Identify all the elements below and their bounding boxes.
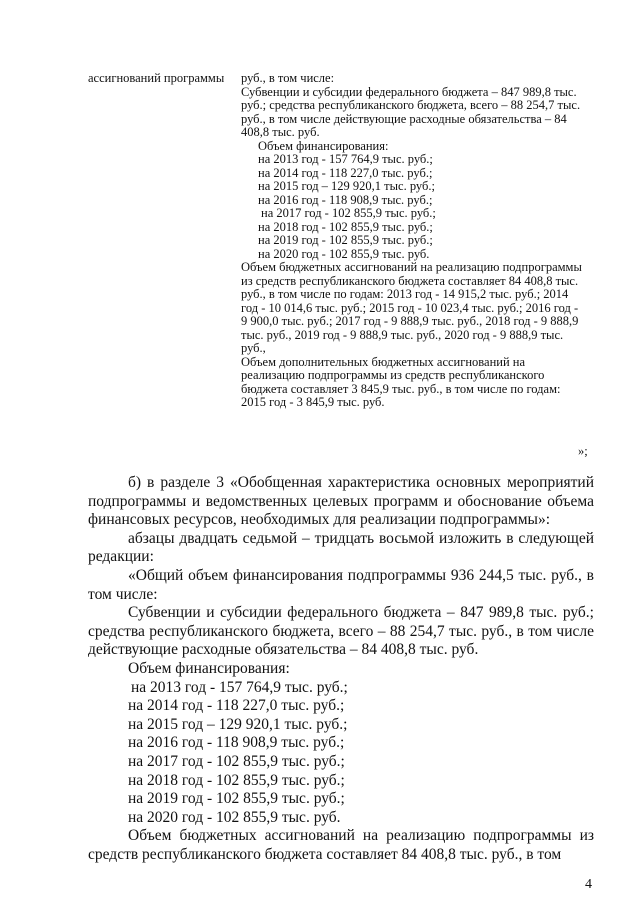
text-line: руб.; средства республиканского бюджета, всего – 88 254,7 тыс. [241, 98, 581, 112]
text-line: Объем дополнительных бюджетных ассигнований на [241, 354, 526, 369]
year-line-2017: на 2017 год - 102 855,9 тыс. руб.; [128, 752, 345, 770]
text-line: руб., в том числе по годам: 2013 год - 14 915,2 тыс. руб.; 2014 [241, 287, 569, 301]
paragraph-section-3: б) в разделе 3 «Обобщенная характеристика основных мероприятий подпрограммы и ведомственных целевых программ и обоснование объема финансовых ресурсов, необходимых для реализации подпрограммы»: [88, 474, 594, 529]
page-number: 4 [585, 877, 592, 892]
paragraph-subsidies: Субвенции и субсидии федерального бюджета – 847 989,8 тыс. руб.; средства республиканского бюджета, всего – 88 254,7 тыс. руб., в том числе действующие расходные обязательства – 84 408,8 тыс. руб. [88, 604, 594, 659]
text-line: 408,8 тыс. руб. [241, 125, 320, 139]
financing-heading: Объем финансирования: [258, 138, 389, 153]
financing-heading: Объем финансирования: [128, 659, 290, 677]
year-line-2019: на 2019 год - 102 855,9 тыс. руб.; [128, 790, 345, 808]
paragraph-total-financing: «Общий объем финансирования подпрограммы 936 244,5 тыс. руб., в том числе: [88, 566, 594, 603]
text-line: Субвенции и субсидии федерального бюджета – 847 989,8 тыс. [241, 84, 577, 99]
text-line: Объем бюджетных ассигнований на реализацию подпрограммы [241, 260, 582, 274]
year-line-2015: на 2015 год – 129 920,1 тыс. руб.; [128, 715, 348, 733]
year-line-2016: на 2016 год - 118 908,9 тыс. руб.; [258, 192, 433, 207]
text-line: бюджета составляет 3 845,9 тыс. руб., в том числе по годам: [241, 381, 561, 396]
year-line-2013: на 2013 год - 157 764,9 тыс. руб.; [258, 152, 433, 166]
year-line-2014: на 2014 год - 118 227,0 тыс. руб.; [128, 697, 345, 715]
year-line-2020: на 2020 год - 102 855,9 тыс. руб. [128, 808, 341, 826]
year-line-2020: на 2020 год - 102 855,9 тыс. руб. [258, 246, 430, 261]
year-line-2016: на 2016 год - 118 908,9 тыс. руб.; [128, 734, 345, 752]
text-line: год - 10 014,6 тыс. руб.; 2015 год - 10 023,4 тыс. руб.; 2016 год - [241, 300, 579, 315]
text-line: реализацию подпрограммы из средств республиканского [241, 368, 545, 382]
year-line-2018: на 2018 год - 102 855,9 тыс. руб.; [258, 219, 433, 234]
year-line-2014: на 2014 год - 118 227,0 тыс. руб.; [258, 165, 433, 180]
text-line: 9 900,0 тыс. руб.; 2017 год - 9 888,9 тыс. руб., 2018 год - 9 888,9 [241, 314, 579, 328]
paragraph-budget-allocations: Объем бюджетных ассигнований на реализацию подпрограммы из средств республиканского бюджета составляет 84 408,8 тыс. руб., в том [88, 827, 594, 863]
paragraph-instruction: абзацы двадцать седьмой – тридцать восьмой изложить в следующей редакции: [88, 529, 594, 566]
year-line-2018: на 2018 год - 102 855,9 тыс. руб.; [128, 771, 345, 789]
closing-quote-mark: »; [578, 444, 588, 458]
year-line-2015: на 2015 год – 129 920,1 тыс. руб.; [258, 179, 435, 193]
text-line: руб., [241, 341, 266, 355]
text-line: руб., в том числе: [241, 71, 335, 85]
text-line: руб., в том числе действующие расходные обязательства – 84 [241, 111, 567, 126]
table-right-cell [241, 72, 640, 410]
table-left-cell-label: ассигнований программы [88, 71, 225, 85]
text-line: 2015 год - 3 845,9 тыс. руб. [241, 395, 385, 409]
year-line-2017: на 2017 год - 102 855,9 тыс. руб.; [261, 206, 436, 220]
year-line-2013: на 2013 год - 157 764,9 тыс. руб.; [131, 678, 348, 696]
year-line-2019: на 2019 год - 102 855,9 тыс. руб.; [258, 233, 433, 247]
text-line: из средств республиканского бюджета составляет 84 408,8 тыс. [241, 273, 579, 288]
document-body [88, 474, 594, 864]
text-line: тыс. руб., 2019 год - 9 888,9 тыс. руб., 2020 год - 9 888,9 тыс. [241, 327, 564, 342]
